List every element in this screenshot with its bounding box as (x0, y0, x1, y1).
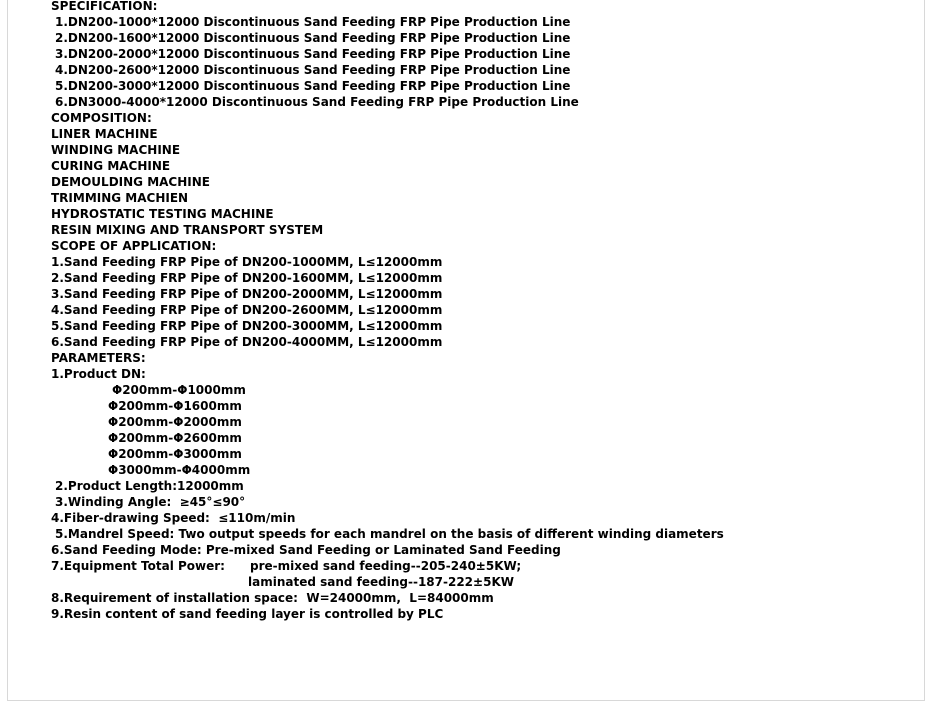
resin-content: 9.Resin content of sand feeding layer is controlled by PLC (51, 607, 444, 621)
winding-angle: 3.Winding Angle: ≥45°≤90° (55, 495, 246, 509)
product-length: 2.Product Length:12000mm (55, 479, 244, 493)
specification-heading: SPECIFICATION: (51, 0, 158, 13)
product-dn-value: Φ3000mm-Φ4000mm (108, 463, 251, 477)
equipment-power-label: 7.Equipment Total Power: (51, 559, 225, 573)
spec-item: 5.DN200-3000*12000 Discontinuous Sand Feeding FRP Pipe Production Line (55, 79, 571, 93)
scope-item: 6.Sand Feeding FRP Pipe of DN200-4000MM, L≤12000mm (51, 335, 443, 349)
fiber-drawing-speed: 4.Fiber-drawing Speed: ≤110m/min (51, 511, 296, 525)
scope-heading: SCOPE OF APPLICATION: (51, 239, 217, 253)
composition-item: TRIMMING MACHIEN (51, 191, 189, 205)
composition-item: DEMOULDING MACHINE (51, 175, 210, 189)
mandrel-speed: 5.Mandrel Speed: Two output speeds for each mandrel on the basis of different winding diameters (55, 527, 724, 541)
product-dn-value: Φ200mm-Φ3000mm (108, 447, 242, 461)
composition-item: CURING MACHINE (51, 159, 171, 173)
product-dn-label: 1.Product DN: (51, 367, 146, 381)
composition-item: WINDING MACHINE (51, 143, 181, 157)
composition-item: HYDROSTATIC TESTING MACHINE (51, 207, 274, 221)
composition-item: LINER MACHINE (51, 127, 158, 141)
spec-item: 4.DN200-2600*12000 Discontinuous Sand Feeding FRP Pipe Production Line (55, 63, 571, 77)
product-dn-value: Φ200mm-Φ2000mm (108, 415, 242, 429)
power-laminated: laminated sand feeding--187-222±5KW (248, 575, 514, 589)
scope-item: 5.Sand Feeding FRP Pipe of DN200-3000MM, L≤12000mm (51, 319, 443, 333)
composition-heading: COMPOSITION: (51, 111, 152, 125)
scope-item: 1.Sand Feeding FRP Pipe of DN200-1000MM, L≤12000mm (51, 255, 443, 269)
sand-feeding-mode: 6.Sand Feeding Mode: Pre-mixed Sand Feeding or Laminated Sand Feeding (51, 543, 561, 557)
composition-item: RESIN MIXING AND TRANSPORT SYSTEM (51, 223, 324, 237)
spec-item: 6.DN3000-4000*12000 Discontinuous Sand Feeding FRP Pipe Production Line (55, 95, 579, 109)
product-dn-value: Φ200mm-Φ1000mm (112, 383, 246, 397)
scope-item: 3.Sand Feeding FRP Pipe of DN200-2000MM, L≤12000mm (51, 287, 443, 301)
spec-item: 2.DN200-1600*12000 Discontinuous Sand Feeding FRP Pipe Production Line (55, 31, 571, 45)
spec-item: 3.DN200-2000*12000 Discontinuous Sand Feeding FRP Pipe Production Line (55, 47, 571, 61)
product-dn-value: Φ200mm-Φ1600mm (108, 399, 242, 413)
document-body (51, 0, 921, 622)
scope-item: 4.Sand Feeding FRP Pipe of DN200-2600MM, L≤12000mm (51, 303, 443, 317)
parameters-heading: PARAMETERS: (51, 351, 146, 365)
equipment-power-row (51, 558, 921, 574)
scope-item: 2.Sand Feeding FRP Pipe of DN200-1600MM, L≤12000mm (51, 271, 443, 285)
power-premixed: pre-mixed sand feeding--205-240±5KW; (249, 559, 522, 573)
spec-item: 1.DN200-1000*12000 Discontinuous Sand Feeding FRP Pipe Production Line (55, 15, 571, 29)
product-dn-value: Φ200mm-Φ2600mm (108, 431, 242, 445)
installation-space: 8.Requirement of installation space: W=24000mm, L=84000mm (51, 591, 494, 605)
